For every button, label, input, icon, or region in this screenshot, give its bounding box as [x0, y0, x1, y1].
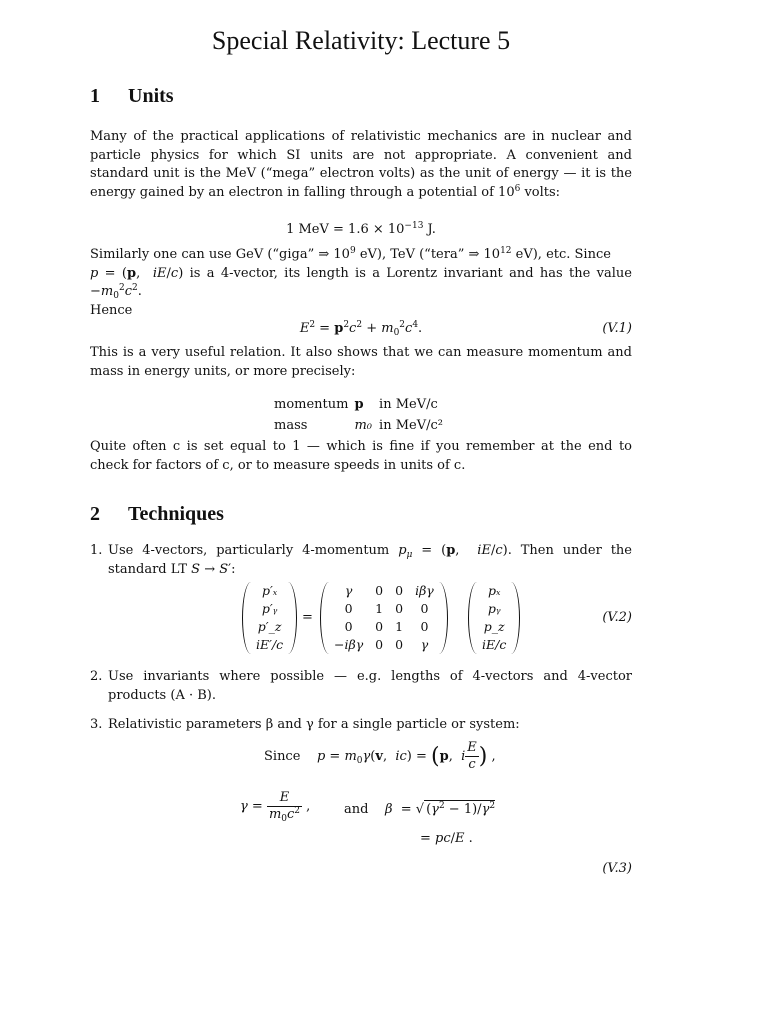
matrix-row [328, 618, 440, 636]
section-number: 2 [90, 503, 100, 525]
matrix-cell: 0 [395, 601, 404, 616]
paragraph-units-gev: Similarly one can use GeV (“giga” ⇒ $10^9$ eV), TeV (“tera” ⇒ $10^{12}$ eV), etc. Since p = (p, iE/c) is a 4-vector, its length is a Lorentz invariant and has the value $-m_0^2c^2$. Hence [90, 246, 632, 318]
matrix-cell: 0 [344, 601, 353, 616]
section-2-heading [90, 502, 224, 526]
list-item-2: 2. Use invariants where possible — e.g. lengths of 4-vectors and 4-vector products (A · B). [90, 669, 632, 703]
matrix-cell: 0 [375, 583, 384, 598]
matrix-cell: 0 [395, 583, 404, 598]
matrix-cell: 0 [420, 601, 429, 616]
matrix-cell: 0 [420, 619, 429, 634]
lhs-vector-cell: p′ₓ [261, 583, 278, 598]
matrix-row [328, 600, 440, 618]
rhs-vector-cell: pₓ [487, 583, 501, 598]
lorentz-matrix [320, 582, 448, 654]
paragraph-c-equals-one: Quite often c is set equal to 1 — which is fine if you remember at the end to check for factors of c, or to measure speeds in units of c. [90, 439, 632, 473]
matrix-cell: 1 [395, 619, 404, 634]
equation-since: Since $p = m_0\gamma(v$, ic) = (p, i $\frac{E}{c}$ ) , [264, 740, 496, 772]
equation-beta: and β = √ $(\gamma^2 - 1)/\gamma^2$ [344, 800, 495, 820]
rhs-vector-cell: p_z [483, 619, 505, 634]
list-item-3: 3. Relativistic parameters β and γ for a single particle or system: [90, 717, 520, 732]
lhs-vector-cell: iE′/c [256, 637, 284, 652]
rhs-vector-cell: pᵧ [487, 601, 501, 616]
matrix-cell: 0 [344, 619, 353, 634]
rhs-vector-body [476, 582, 512, 654]
units-row: mass m₀ in MeV/c² [274, 417, 443, 433]
section-title: Techniques [128, 503, 224, 525]
page-title: Special Relativity: Lecture 5 [211, 26, 511, 55]
matrix-cell: 0 [375, 637, 384, 652]
equals-sign: = [302, 610, 313, 625]
matrix-row [328, 582, 440, 600]
units-table [274, 395, 444, 436]
equation-mev: 1 MeV = $1.6 \times 10^{-13}$ J. [286, 221, 436, 237]
list-item-1: 1. Use 4-vectors, particularly 4-momentum $p_\mu = (p$, iE/c). Then under the standard LT S → S′: [90, 543, 632, 577]
lhs-vector-body [250, 582, 289, 654]
rhs-vector [468, 582, 520, 654]
equation-tag-v3: (V.3) [602, 861, 632, 876]
section-1-heading [90, 84, 174, 108]
equation-tag-v1: (V.1) [602, 321, 632, 336]
matrix-cell: 0 [395, 637, 404, 652]
equation-gamma: γ = $\frac{E}{m_0c^2}$ , [240, 790, 311, 824]
section-number: 1 [90, 85, 100, 107]
lhs-vector-cell: p′ᵧ [261, 601, 278, 616]
equation-beta-pc: = pc/E . [420, 831, 473, 846]
matrix-cell: 0 [375, 619, 384, 634]
section-title: Units [128, 85, 174, 107]
matrix-cell: 1 [375, 601, 384, 616]
matrix-cell: −iβγ [334, 637, 364, 652]
paragraph-energy-units: This is a very useful relation. It also shows that we can measure momentum and mass in energy units, or more precisely: [90, 345, 632, 379]
lorentz-matrix-body [328, 582, 440, 654]
lhs-vector [242, 582, 297, 654]
units-row: momentum p in MeV/c [274, 397, 438, 412]
matrix-cell: γ [344, 583, 353, 598]
matrix-row [328, 636, 440, 654]
equation-energy-momentum: $E^2 = p^2c^2 + m_0^2c^4$. [299, 320, 423, 338]
matrix-cell: iβγ [415, 583, 434, 598]
matrix-cell: γ [420, 637, 429, 652]
equation-tag-v2: (V.2) [602, 610, 632, 625]
lhs-vector-cell: p′_z [257, 619, 282, 634]
paragraph-units-intro: Many of the practical applications of relativistic mechanics are in nuclear and particle physics for which SI units are not appropriate. A convenient and standard unit is the MeV (“mega” electron volts) as the unit of energy — it is the energy gained by an electron in falling through a potential of $10^6$ volts: [90, 129, 632, 200]
rhs-vector-cell: iE/c [482, 637, 507, 652]
